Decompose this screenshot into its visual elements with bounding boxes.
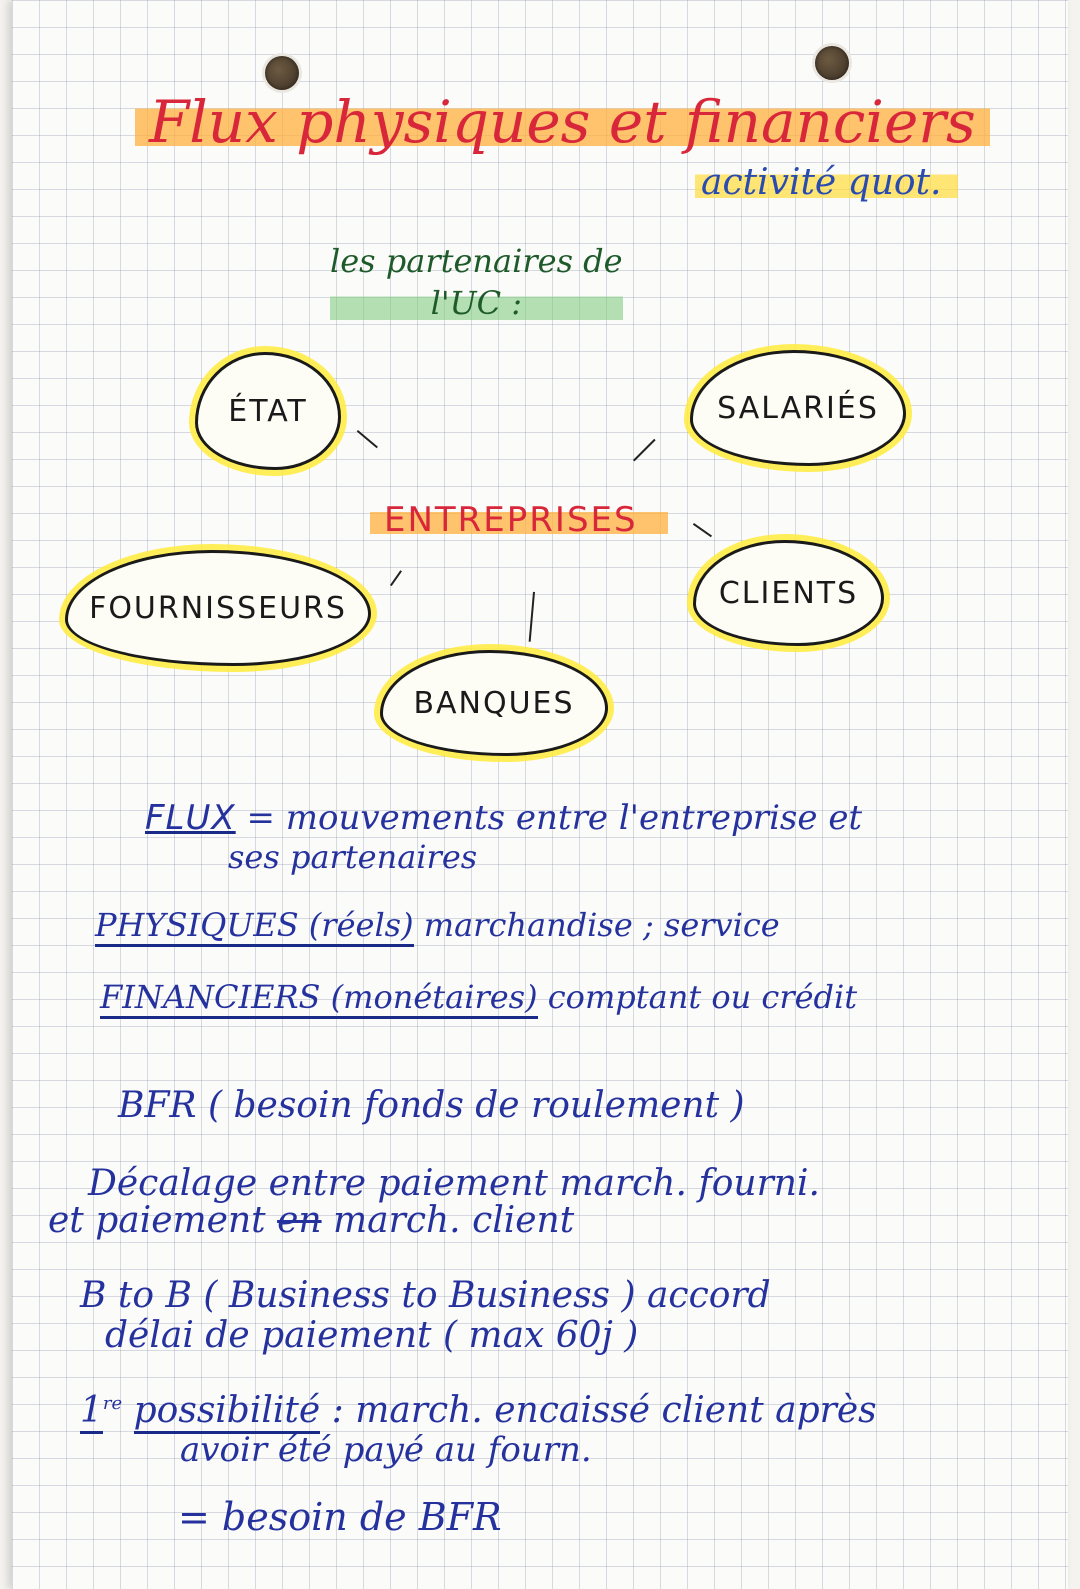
financiers-text: comptant ou crédit [537,978,858,1016]
conclusion: = besoin de BFR [178,1495,502,1539]
flux-term: FLUX [145,798,236,838]
node-clients-label: CLIENTS [718,575,859,611]
decalage-line1: Décalage entre paiement march. fourni. [88,1163,820,1204]
possibilite-text: : march. encaissé client après [320,1390,877,1431]
btob-line1: B to B ( Business to Business ) accord [80,1275,771,1316]
partners-heading-line1: les partenaires de [330,242,623,280]
node-banques-label: BANQUES [413,685,575,721]
possibilite-sup: re [102,1393,123,1414]
financiers-line [100,978,857,1016]
flux-definition-line2: ses partenaires [228,838,478,876]
subtitle: activité quot. [695,162,958,203]
node-salaries-label: SALARIÉS [717,390,879,426]
punch-hole-right [815,46,849,80]
possibilite-label: possibilité [134,1390,321,1434]
possibilite-line1 [80,1390,877,1431]
flux-definition-line1 [145,798,862,838]
flux-definition-text: = mouvements entre l'entreprise et [235,798,863,838]
node-fournisseurs-label: FOURNISSEURS [89,590,347,626]
decalage-line2 [48,1200,574,1241]
physiques-label: PHYSIQUES (réels) [95,906,414,947]
decalage-line2-a: et paiement [48,1200,278,1241]
punch-hole-left [265,56,299,90]
possibilite-number: 1 [80,1390,103,1434]
partners-heading [330,240,623,324]
possibilite-line2: avoir été payé au fourn. [180,1430,592,1470]
decalage-line2-b: march. client [321,1200,575,1241]
financiers-label: FINANCIERS (monétaires) [100,978,538,1019]
partners-heading-line2: l'UC : [330,282,623,324]
btob-line2: délai de paiement ( max 60j ) [105,1315,639,1356]
bfr-heading: BFR ( besoin fonds de roulement ) [118,1085,745,1126]
physiques-text: marchandise ; service [413,906,780,944]
physiques-line [95,906,780,944]
decalage-struck-word: en [277,1200,322,1241]
node-etat-label: ÉTAT [228,393,308,429]
page-title: Flux physiques et financiers [135,88,990,156]
center-node-entreprises: ENTREPRISES [370,500,668,540]
